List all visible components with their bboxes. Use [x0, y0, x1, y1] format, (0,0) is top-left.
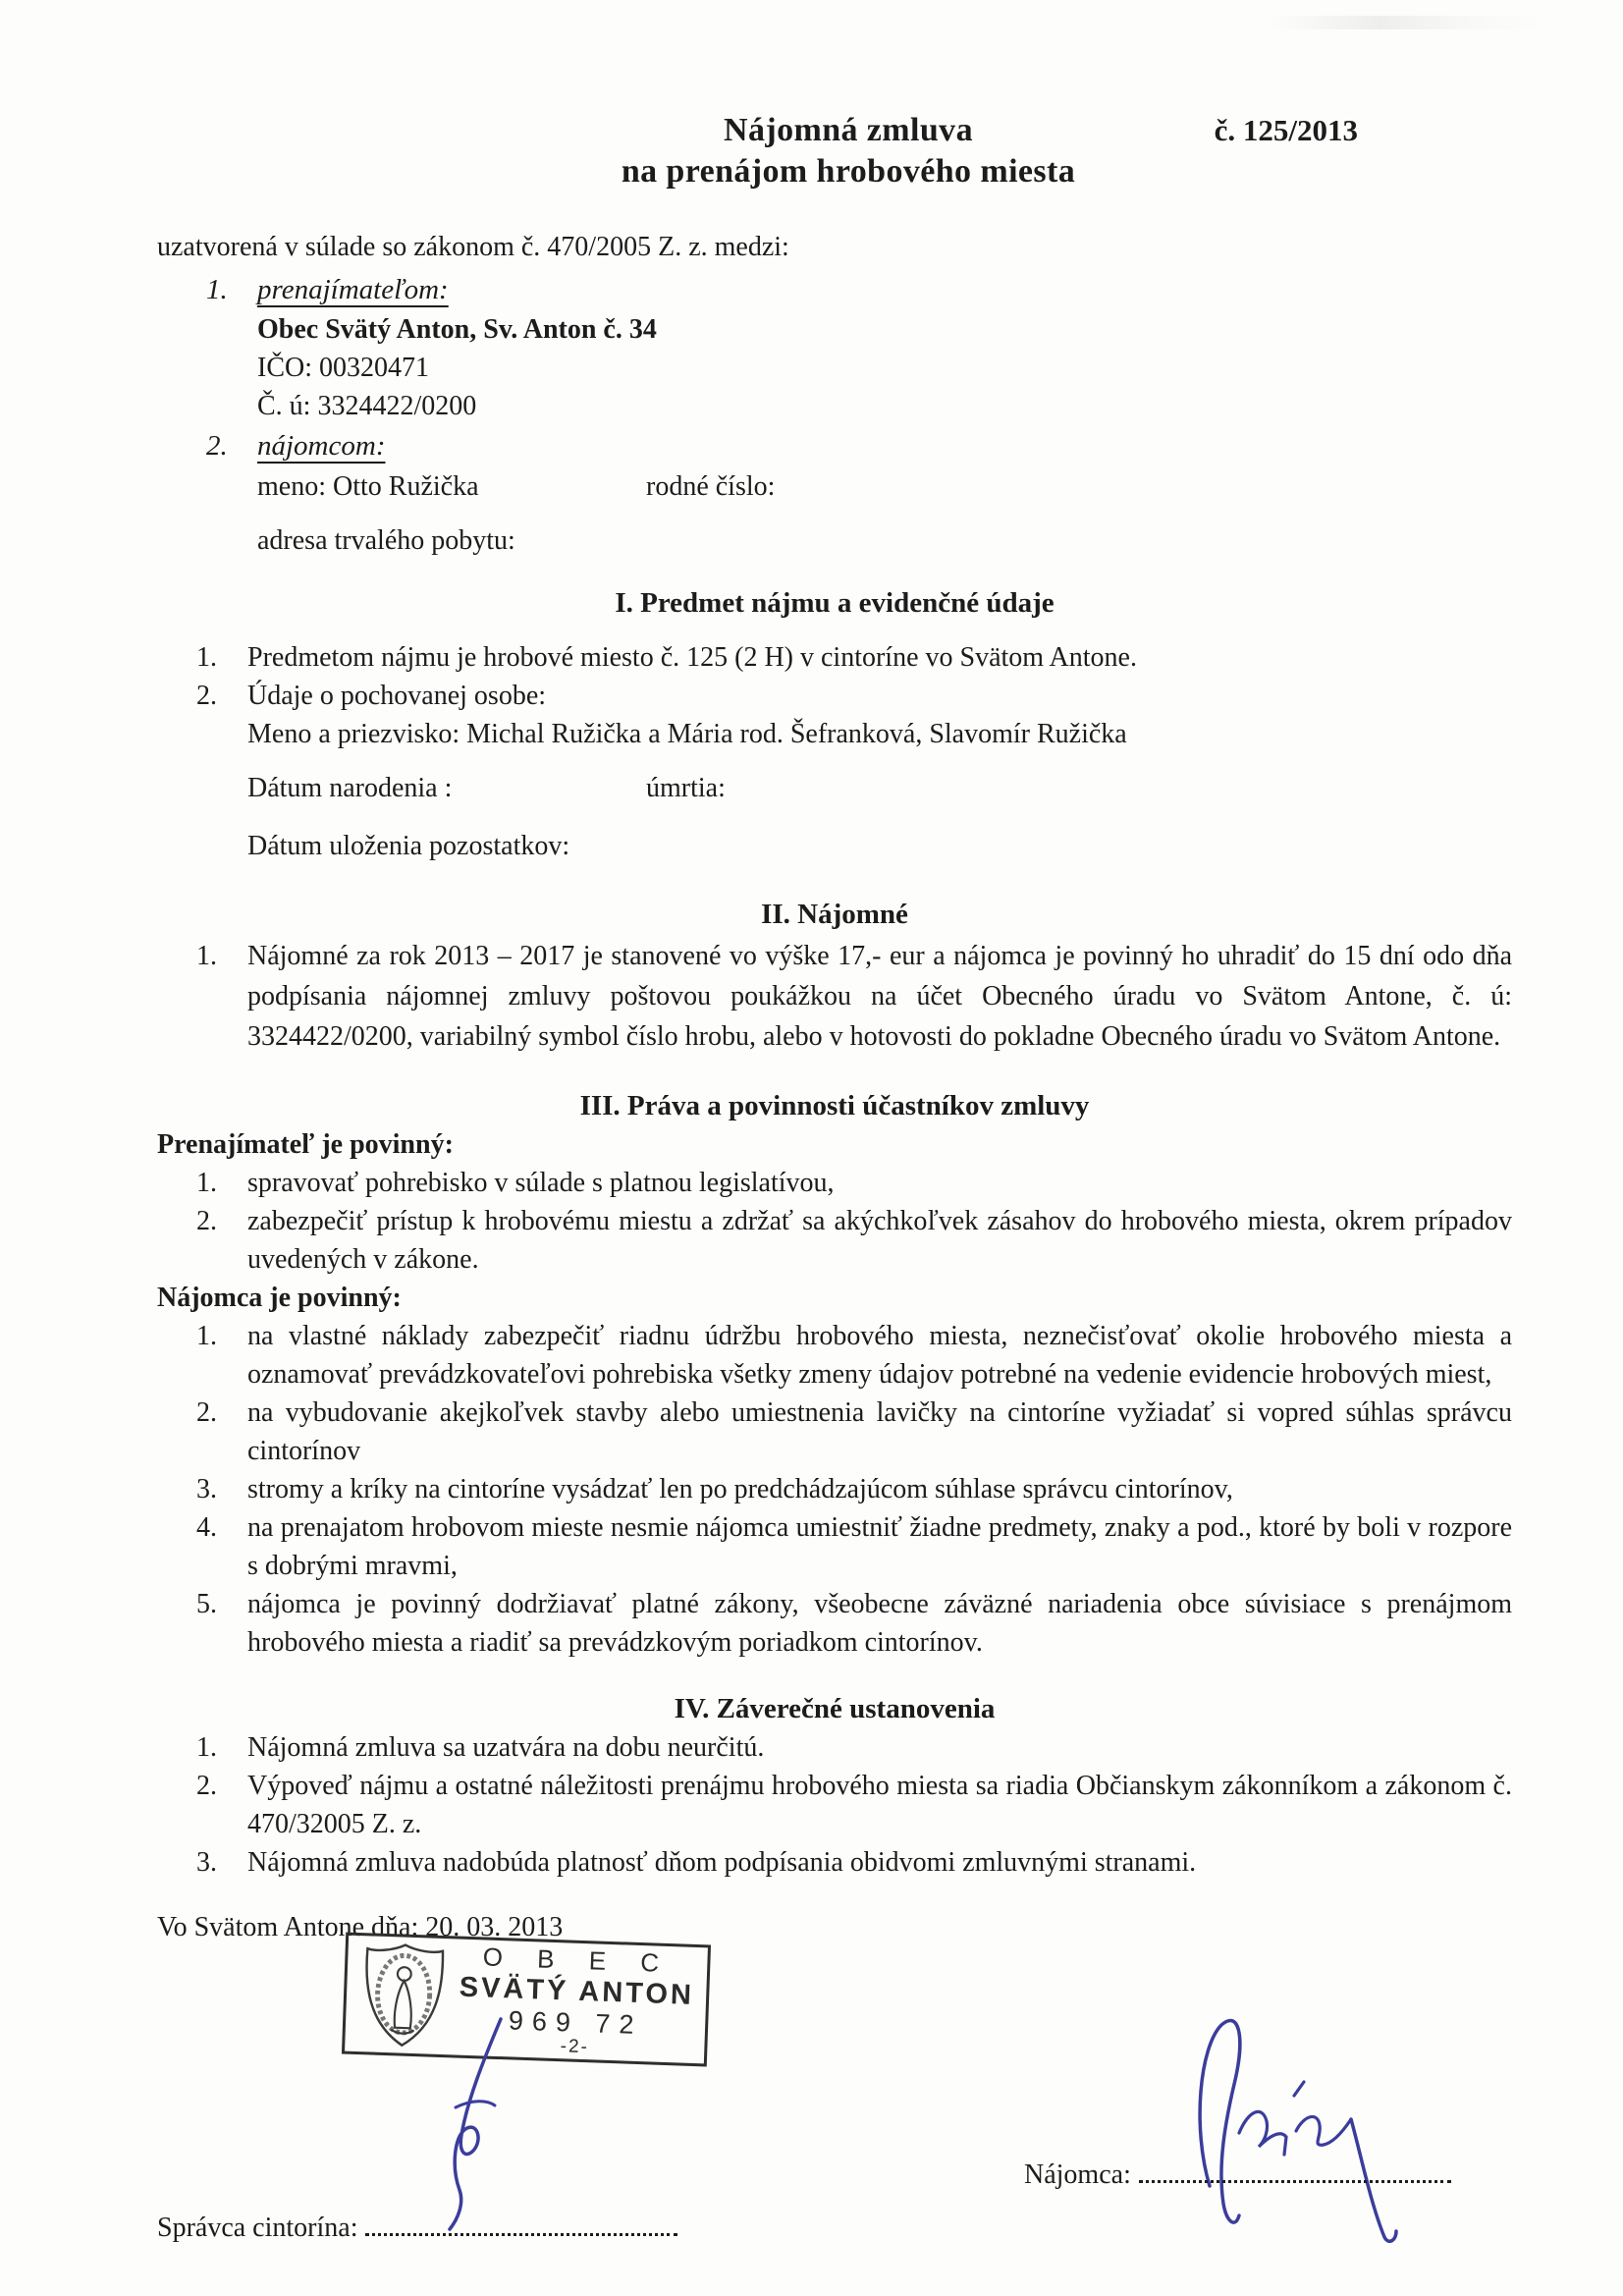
- list-item: [157, 638, 1512, 677]
- list-item: [157, 1164, 1512, 1202]
- item-number: 1.: [196, 642, 217, 673]
- item-text: na vlastné náklady zabezpečiť riadnu údržbu hrobového miesta, neznečisťovať okolie hrobového miesta a oznamovať prevádzkovateľovi pohrebiska všetky zmeny údajov potrebné na vedenie evidencie hrobových miest,: [247, 1321, 1512, 1390]
- item-number: 3.: [196, 1847, 217, 1878]
- party-lessor: [157, 269, 1512, 310]
- list-item: [157, 1843, 1512, 1882]
- interment-date-row: [247, 827, 1512, 865]
- list-item: [157, 1202, 1512, 1279]
- tenant-signature-line: [1024, 2155, 1451, 2194]
- lessor-account: Č. ú: 3324422/0200: [257, 391, 477, 421]
- coat-of-arms-icon: [356, 1940, 451, 2050]
- document-number: č. 125/2013: [1214, 113, 1358, 147]
- caretaker-label: Správca cintorína:: [157, 2213, 358, 2243]
- document-subtitle: na prenájom hrobového miesta: [621, 153, 1076, 190]
- caretaker-signature: [416, 2009, 544, 2233]
- list-item: [157, 1470, 1512, 1508]
- list-item: [157, 936, 1512, 1057]
- lessor-name: Obec Svätý Anton, Sv. Anton č. 34: [257, 314, 657, 345]
- parties-list: [157, 269, 1512, 560]
- item-number: 2.: [196, 1206, 217, 1236]
- item-number: 2.: [196, 681, 217, 711]
- item-number: 1.: [196, 1168, 217, 1198]
- item-number: 4.: [196, 1512, 217, 1543]
- signature-dotted-line: [365, 2208, 677, 2236]
- death-date-label: úmrtia:: [646, 773, 726, 803]
- stamp-line-svaty-anton: SVÄTÝ ANTON: [459, 1971, 695, 2011]
- item-text: Nájomná zmluva sa uzatvára na dobu neurčitú.: [247, 1732, 765, 1763]
- section-1-list: [157, 638, 1512, 715]
- place-date-line: Vo Svätom Antone dňa: 20. 03. 2013: [157, 1912, 564, 1942]
- item-number: 3.: [196, 1474, 217, 1504]
- item-text: Údaje o pochovanej osobe:: [247, 681, 547, 711]
- tenant-duties-list: [157, 1317, 1512, 1662]
- item-text: zabezpečiť prístup k hrobovému miestu a zdržať sa akýchkoľvek zásahov do hrobového miesta, okrem prípadov uvedených v zákone.: [247, 1206, 1512, 1275]
- tenant-label: Nájomca:: [1024, 2159, 1131, 2190]
- list-item: [157, 1394, 1512, 1470]
- title-block: [157, 110, 1512, 192]
- intro-line: uzatvorená v súlade so zákonom č. 470/2005 Z. z. medzi:: [157, 232, 789, 262]
- party-number: 1.: [206, 274, 228, 305]
- tenant-signature: [1176, 2011, 1412, 2247]
- list-item: [157, 1508, 1512, 1585]
- item-text: Výpoveď nájmu a ostatné náležitosti prenájmu hrobového miesta sa riadia Občianskym zákonníkom a zákonom č. 470/32005 Z. z.: [247, 1771, 1512, 1839]
- section-4-heading: IV. Záverečné ustanovenia: [674, 1693, 996, 1724]
- document-title: Nájomná zmluva: [724, 112, 973, 148]
- item-number: 2.: [196, 1397, 217, 1428]
- birth-date-label: Dátum narodenia :: [247, 773, 453, 803]
- stamp-line-obec: O B E C: [482, 1941, 674, 1979]
- signature-dotted-line: [1139, 2155, 1451, 2183]
- birth-number-label: rodné číslo:: [646, 471, 776, 502]
- item-text: na prenajatom hrobovom mieste nesmie nájomca umiestniť žiadne predmety, znaky a pod., ktoré by boli v rozpore s dobrými mravmi,: [247, 1512, 1512, 1581]
- list-item: [157, 1728, 1512, 1767]
- party-role-lessor: prenajímateľom:: [257, 274, 449, 305]
- party-number: 2.: [206, 430, 228, 462]
- item-number: 1.: [196, 1321, 217, 1351]
- birth-death-date-row: [247, 769, 1512, 807]
- item-text: Nájomné za rok 2013 – 2017 je stanovené vo výške 17,- eur a nájomca je povinný ho uhradiť do 15 dní odo dňa podpísania nájomnej zmluvy poštovou poukážkou na účet Obecného úradu vo Svätom Antone, č. ú: 3324422/0200, variabilný symbol číslo hrobu, alebo v hotovosti do pokladne Obecného úradu vo Svätom Antone.: [247, 941, 1512, 1052]
- item-text: spravovať pohrebisko v súlade s platnou legislatívou,: [247, 1168, 835, 1198]
- party-role-tenant: nájomcom:: [257, 430, 386, 462]
- item-text: nájomca je povinný dodržiavať platné zákony, všeobecne záväzné nariadenia obce súvisiace s prenájmom hrobového miesta a riadiť sa prevádzkovým poriadkom cintorínov.: [247, 1589, 1512, 1658]
- item-text: Nájomná zmluva nadobúda platnosť dňom podpísania obidvomi zmluvnými stranami.: [247, 1847, 1197, 1878]
- stamp-line-psc: 969 72: [508, 2005, 643, 2041]
- party-tenant: [157, 425, 1512, 466]
- item-text: stromy a kríky na cintoríne vysádzať len po predchádzajúcom súhlase správcu cintorínov,: [247, 1474, 1233, 1504]
- section-3-heading: III. Práva a povinnosti účastníkov zmluvy: [579, 1090, 1090, 1121]
- item-number: 1.: [196, 1732, 217, 1763]
- item-text: na vybudovanie akejkoľvek stavby alebo umiestnenia lavičky na cintoríne vyžiadať si vopred súhlas správcu cintorínov: [247, 1397, 1512, 1466]
- tenant-duties-heading: Nájomca je povinný:: [157, 1283, 402, 1313]
- section-2-heading: II. Nájomné: [761, 899, 908, 930]
- item-number: 1.: [196, 941, 217, 971]
- lessor-duties-list: [157, 1164, 1512, 1279]
- section-4-list: [157, 1728, 1512, 1882]
- list-item: [157, 1585, 1512, 1662]
- interment-date-label: Dátum uloženia pozostatkov:: [247, 831, 570, 861]
- list-item: [157, 1317, 1512, 1394]
- section-2-list: [157, 936, 1512, 1057]
- item-text: Predmetom nájmu je hrobové miesto č. 125 (2 H) v cintoríne vo Svätom Antone.: [247, 642, 1137, 673]
- lessor-duties-heading: Prenajímateľ je povinný:: [157, 1129, 454, 1160]
- item-number: 2.: [196, 1771, 217, 1801]
- tenant-name: meno: Otto Ružička: [257, 471, 479, 502]
- stamp-text: [455, 1941, 698, 2061]
- list-item: [157, 677, 1512, 715]
- municipal-stamp: [342, 1933, 711, 2067]
- scan-artifact: [1270, 16, 1544, 29]
- lessor-ico: IČO: 00320471: [257, 353, 429, 383]
- section-1-heading: I. Predmet nájmu a evidenčné údaje: [615, 587, 1055, 619]
- item-number: 5.: [196, 1589, 217, 1619]
- tenant-name-row: [257, 466, 1512, 508]
- caretaker-signature-line: [157, 2208, 677, 2247]
- stamp-line-number: -2-: [560, 2036, 590, 2058]
- list-item: [157, 1767, 1512, 1843]
- tenant-address-label: adresa trvalého pobytu:: [257, 525, 515, 556]
- buried-person-name: Meno a priezvisko: Michal Ružička a Mária rod. Šefranková, Slavomír Ružička: [247, 719, 1127, 749]
